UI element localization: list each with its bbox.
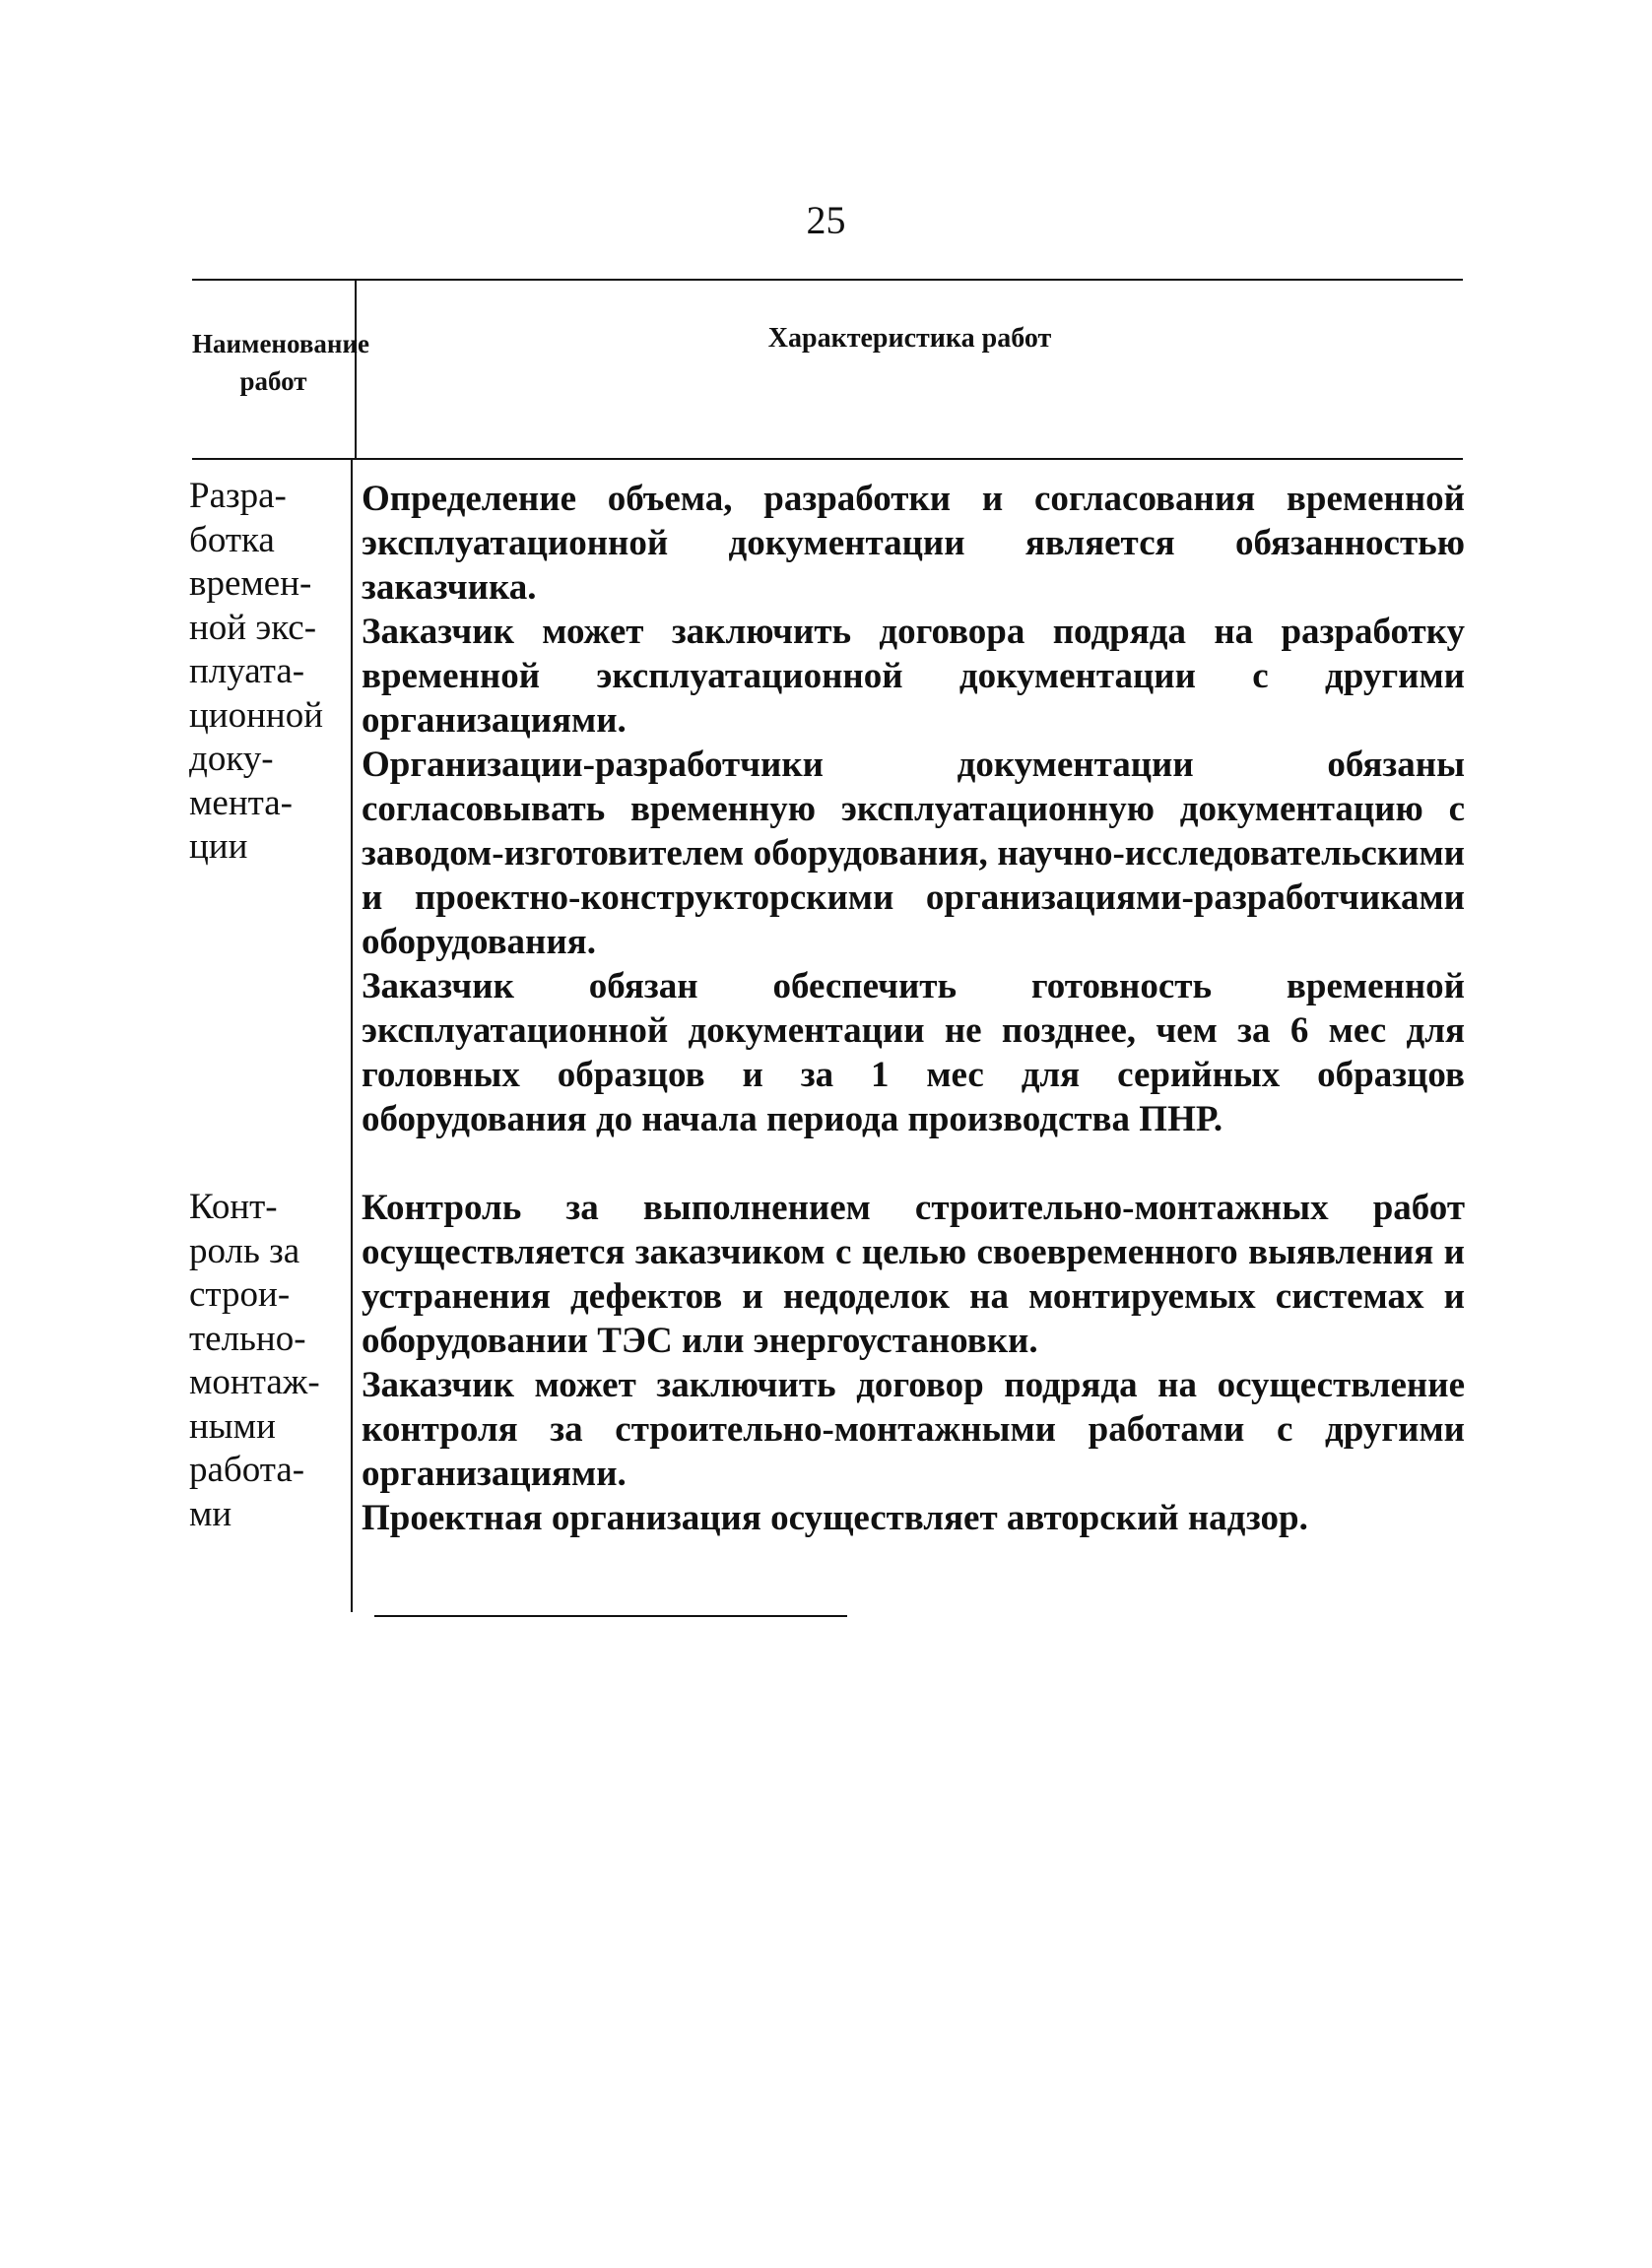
row-1-paragraph-2: Заказчик может заключить договора подряда на разработку временной эксплуатационной документации с другими организациями. [362,612,1465,741]
header-bottom-rule [192,458,1463,460]
page-number: 25 [806,198,846,242]
row-1-characteristic [362,477,1465,1141]
header-characteristic-column: Характеристика работ [767,323,1052,354]
row-1-paragraph-1: Определение объема, разработки и согласования временной эксплуатационной документации является обязанностью заказчика. [362,479,1465,608]
row-2-paragraph-1: Контроль за выполнением строительно-монтажных работ осуществляется заказчиком с целью своевременного выявления и устранения дефектов и недоделок на монтируемых системах и оборудовании ТЭС или энергоустановки. [362,1188,1465,1361]
row-2-name: Конт- роль за строи- тельно- монтаж- ными работа- ми [189,1187,320,1534]
row-1-name: Разра- ботка времен- ной экс- плуата- ционной доку- мента- ции [189,476,324,867]
row-1-paragraph-4: Заказчик обязан обеспечить готовность временной эксплуатационной документации не позднее, чем за 6 мес для головных образцов и за 1 мес для серийных образцов оборудования до начала периода производства ПНР. [362,966,1465,1139]
header-name-column: Наименование работ [192,329,369,396]
row-2-paragraph-2: Заказчик может заключить договор подряда на осуществление контроля за строительно-монтажными работами с другими организациями. [362,1365,1465,1494]
header-column-divider [355,281,357,460]
row-2-characteristic [362,1186,1465,1540]
row-1-paragraph-3: Организации-разработчики документации обязаны согласовывать временную эксплуатационную документацию с заводом-изготовителем оборудования, научно-исследовательскими и проектно-конструкторскими организациями-разработчиками оборудования. [362,745,1465,962]
table-end-rule [374,1615,847,1617]
table-top-rule [192,279,1463,281]
row-2-paragraph-3: Проектная организация осуществляет авторский надзор. [362,1498,1308,1538]
